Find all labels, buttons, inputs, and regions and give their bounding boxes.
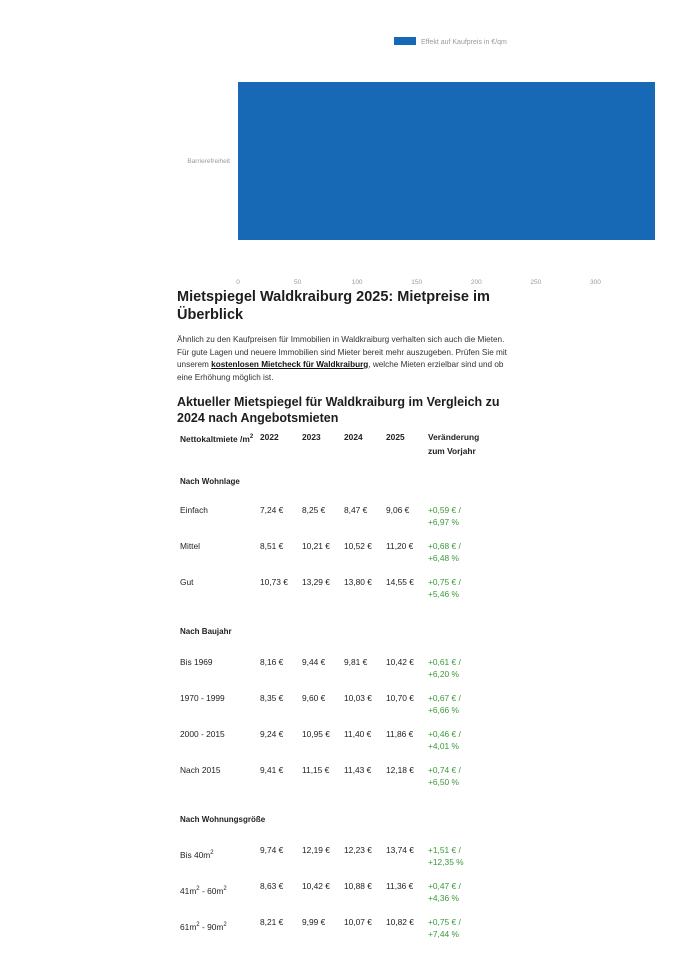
section-title: Nach Wohnungsgröße [180,815,266,824]
change-absolute: +0,61 € / [428,657,461,667]
change-percent: +6,20 % [428,669,459,679]
value-cell: 8,21 € [260,917,284,927]
change-cell [428,576,488,616]
change-percent: +6,50 % [428,777,459,787]
change-absolute: +0,46 € / [428,729,461,739]
bar-chart [170,28,660,293]
legend-swatch [394,37,416,45]
value-cell: 11,43 € [344,765,372,775]
value-cell: 9,99 € [302,917,326,927]
section-row [180,616,488,656]
value-cell: 8,47 € [344,505,368,515]
change-cell [428,880,488,916]
value-cell: 10,52 € [344,541,372,551]
change-percent: +12,35 % [428,857,464,867]
section-title: Mietspiegel Waldkraiburg 2025: Mietpreise im Überblick [177,289,490,323]
x-tick-label: 250 [530,279,542,286]
row-label: $61m^2 - 90m^2$ [180,921,227,932]
change-percent: +6,97 % [428,517,459,527]
change-cell [428,656,488,692]
x-tick-label: 100 [351,279,363,286]
rent-table [180,430,488,956]
value-cell: 10,82 € [386,917,414,927]
header-change: Veränderung zum Vorjahr [428,432,480,456]
intro-paragraph [177,334,517,384]
change-percent: +6,48 % [428,553,459,563]
row-label: Nach 2015 [180,765,221,775]
x-tick-label: 300 [589,279,601,286]
section-title: Nach Wohnlage [180,477,240,486]
table-row [180,576,488,616]
change-absolute: +0,75 € / [428,917,461,927]
value-cell: 10,03 € [344,693,372,703]
value-cell: 10,07 € [344,917,372,927]
row-label: $41m^2 - 60m^2$ [180,885,227,896]
value-cell: 10,21 € [302,541,330,551]
section-title: Nach Baujahr [180,627,232,636]
value-cell: 9,24 € [260,729,284,739]
value-cell: 14,55 € [386,577,414,587]
intro-text-start: Ähnlich zu den Kaufpreisen für Immobilien in Waldkraiburg verhalten sich auch die Mieten. Für gute Lagen und neuere Immobilien sind Mieter bereit mehr auszugeben. Prüfen Sie mit unserem [177,335,507,369]
value-cell: 11,15 € [302,765,330,775]
x-tick-label: 50 [293,279,302,286]
value-cell: 8,25 € [302,505,326,515]
value-cell: 11,40 € [344,729,372,739]
change-cell [428,504,488,540]
table-row [180,880,488,916]
section-row [180,804,488,844]
article [177,288,517,426]
bar [238,82,655,240]
x-tick-label: 0 [236,279,240,286]
change-cell [428,540,488,576]
table-row [180,916,488,956]
x-tick-label: 150 [411,279,423,286]
header-label: Nettokaltmiete $/m^2$ [180,433,254,444]
header-2024: 2024 [344,432,363,442]
header-2022: 2022 [260,432,279,442]
value-cell: 9,41 € [260,765,284,775]
header-2023: 2023 [302,432,321,442]
value-cell: 7,24 € [260,505,284,515]
change-cell [428,764,488,804]
value-cell: 9,81 € [344,657,368,667]
change-absolute: +0,47 € / [428,881,461,891]
legend-label: Effekt auf Kaufpreis in €/qm [421,39,507,46]
value-cell: 12,18 € [386,765,414,775]
value-cell: 13,74 € [386,845,414,855]
value-cell: 9,60 € [302,693,326,703]
row-label: Einfach [180,505,208,515]
value-cell: 10,95 € [302,729,330,739]
section-row [180,458,488,504]
mietcheck-link[interactable]: kostenlosen Mietcheck für Waldkraiburg [211,360,369,369]
change-percent: +4,01 % [428,741,459,751]
change-absolute: +0,74 € / [428,765,461,775]
value-cell: 10,88 € [344,881,372,891]
value-cell: 10,42 € [386,657,414,667]
value-cell: 9,06 € [386,505,410,515]
change-absolute: +1,51 € / [428,845,461,855]
value-cell: 13,80 € [344,577,372,587]
table-row [180,728,488,764]
change-cell [428,844,488,880]
x-tick-label: 200 [470,279,482,286]
change-absolute: +0,67 € / [428,693,461,703]
row-label: Gut [180,577,194,587]
category-label: Barrierefreiheit [187,158,230,165]
value-cell: 9,44 € [302,657,326,667]
row-label: Mittel [180,541,201,551]
table-row [180,656,488,692]
value-cell: 11,36 € [386,881,414,891]
table-row [180,844,488,880]
change-percent: +6,66 % [428,705,459,715]
row-label: 1970 - 1999 [180,693,225,703]
value-cell: 8,51 € [260,541,284,551]
change-percent: +5,46 % [428,589,459,599]
header-2025: 2025 [386,432,405,442]
row-label: 2000 - 2015 [180,729,225,739]
value-cell: 8,63 € [260,881,284,891]
change-absolute: +0,68 € / [428,541,461,551]
change-percent: +4,36 % [428,893,459,903]
change-absolute: +0,59 € / [428,505,461,515]
table-title: Aktueller Mietspiegel für Waldkraiburg im Vergleich zu 2024 nach Angebotsmieten [177,395,500,425]
table-header-row [180,430,488,458]
value-cell: 13,29 € [302,577,330,587]
value-cell: 11,86 € [386,729,414,739]
table-row [180,764,488,804]
table-row [180,692,488,728]
change-cell [428,692,488,728]
change-cell [428,728,488,764]
table-row [180,540,488,576]
value-cell: 8,16 € [260,657,284,667]
value-cell: 10,70 € [386,693,414,703]
value-cell: 12,23 € [344,845,372,855]
row-label: Bis 1969 [180,657,213,667]
row-label: Bis $40m^2$ [180,849,214,860]
table-row [180,504,488,540]
value-cell: 12,19 € [302,845,330,855]
value-cell: 9,74 € [260,845,284,855]
chart-canvas [170,28,660,293]
value-cell: 10,73 € [260,577,288,587]
value-cell: 10,42 € [302,881,330,891]
intro-text-end: , welche Mieten erzielbar sind und ob eine Erhöhung möglich ist. [177,360,504,382]
change-percent: +7,44 % [428,929,459,939]
value-cell: 11,20 € [386,541,414,551]
change-absolute: +0,75 € / [428,577,461,587]
value-cell: 8,35 € [260,693,284,703]
change-cell [428,916,488,956]
